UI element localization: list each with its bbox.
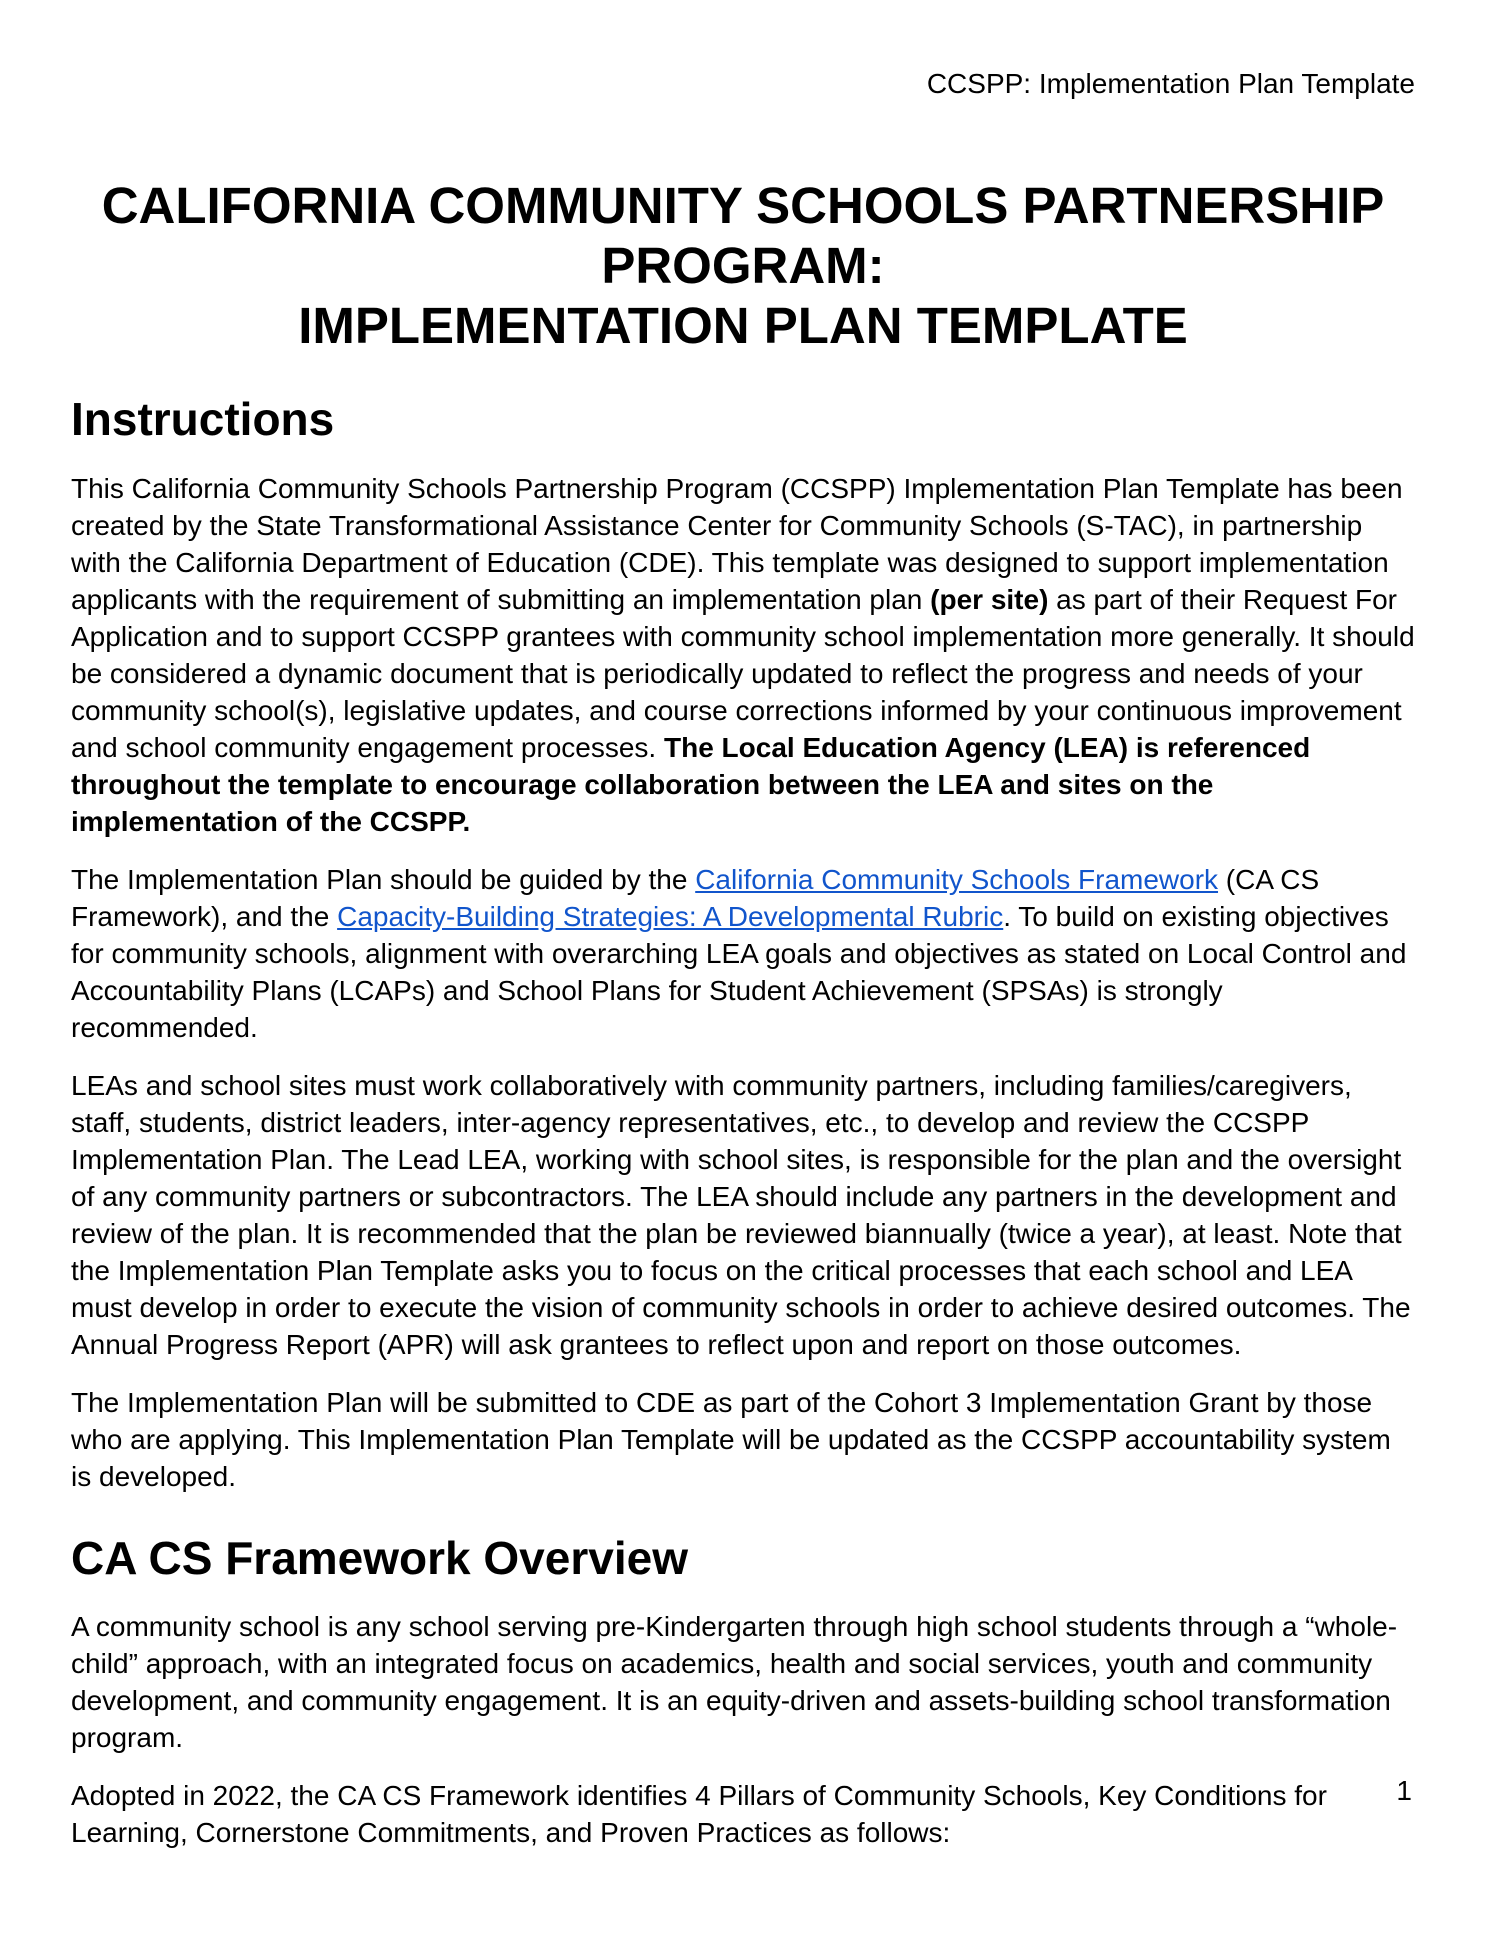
framework-paragraph-2: Adopted in 2022, the CA CS Framework identifies 4 Pillars of Community Schools, Key Conditions for Learning, Cornerstone Commitments, and Proven Practices as follows: — [71, 1780, 1327, 1849]
running-header: CCSPP: Implementation Plan Template — [926, 68, 1415, 99]
framework-overview-heading: CA CS Framework Overview — [71, 1531, 688, 1584]
bold-lea-statement: The Local Education Agency (LEA) is referenced throughout the template to encourage collaboration between the LEA and sites on the implementation of the CCSPP. — [71, 731, 1311, 837]
document-title-line-1: CALIFORNIA COMMUNITY SCHOOLS PARTNERSHIP — [101, 177, 1385, 235]
link-capacity-building-strategies-rubric[interactable]: Capacity-Building Strategies: A Developmental Rubric — [337, 900, 1004, 932]
document-title — [71, 176, 1415, 356]
paragraph-text: as part of their Request For Application and to support CCSPP grantees with community school implementation more generally. It should be considered a dynamic document that is periodically updated to reflect the progress and needs of your community school(s), legislative updates, and course corrections informed by your continuous improvement and school community engagement processes. — [71, 583, 1415, 763]
paragraph-text: (CA CS Framework), and the — [71, 863, 1320, 932]
paragraph-text: This California Community Schools Partnership Program (CCSPP) Implementation Plan Template has been created by the State Transformational Assistance Center for Community Schools (S-TAC), in partnership with the California Department of Education (CDE). This template was designed to support implementation applicants with the requirement of submitting an implementation plan — [71, 472, 1403, 615]
instructions-paragraph-4: The Implementation Plan will be submitted to CDE as part of the Cohort 3 Implementation Grant by those who are applying. This Implementation Plan Template will be updated as the CCSPP accountability system is developed. — [71, 1386, 1391, 1492]
framework-paragraph-1: A community school is any school serving pre-Kindergarten through high school students through a “whole-child” approach, with an integrated focus on academics, health and social services, youth and community development, and community engagement. It is an equity-driven and assets-building school transformation program. — [71, 1611, 1398, 1754]
page-number: 1 — [1396, 1775, 1412, 1806]
document-title-line-2: PROGRAM: — [601, 237, 885, 295]
instructions-paragraph-2 — [71, 861, 1415, 1046]
paragraph-text: . To build on existing objectives for community schools, alignment with overarching LEA goals and objectives as stated on Local Control and Accountability Plans (LCAPs) and School Plans for Student Achievement (SPSAs) is strongly recommended. — [71, 900, 1407, 1043]
paragraph-text: The Implementation Plan should be guided by the — [71, 863, 696, 895]
instructions-heading: Instructions — [71, 393, 335, 446]
link-california-community-schools-framework[interactable]: California Community Schools Framework — [695, 863, 1219, 895]
instructions-paragraph-3: LEAs and school sites must work collaboratively with community partners, including families/caregivers, staff, students, district leaders, inter-agency representatives, etc., to develop and review the CCSPP Implementation Plan. The Lead LEA, working with school sites, is responsible for the plan and the oversight of any community partners or subcontractors. The LEA should include any partners in the development and review of the plan. It is recommended that the plan be reviewed biannually (twice a year), at least. Note that the Implementation Plan Template asks you to focus on the critical processes that each school and LEA must develop in order to execute the vision of community schools in order to achieve desired outcomes. The Annual Progress Report (APR) will ask grantees to reflect upon and report on those outcomes. — [71, 1069, 1411, 1360]
instructions-paragraph-1 — [71, 470, 1415, 840]
bold-per-site: (per site) — [930, 583, 1049, 615]
document-title-line-3: IMPLEMENTATION PLAN TEMPLATE — [298, 297, 1188, 355]
